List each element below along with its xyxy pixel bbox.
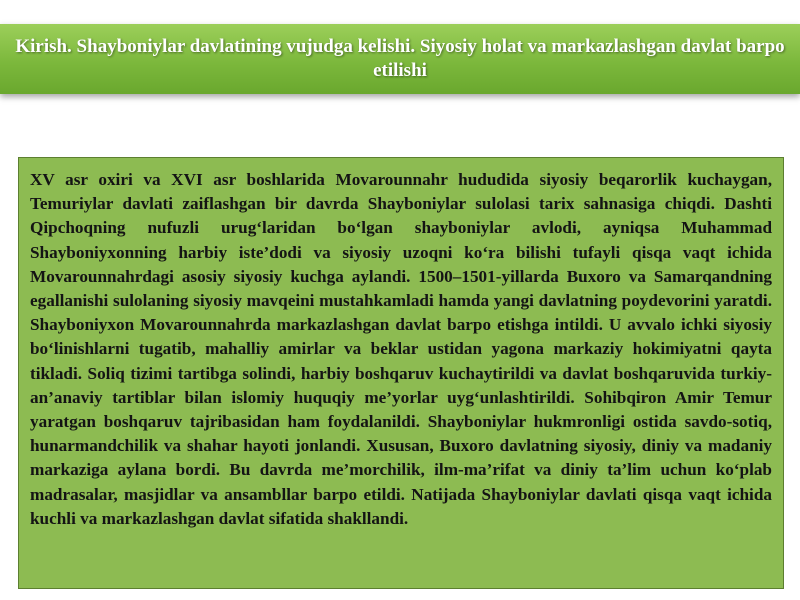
title-banner	[0, 24, 800, 94]
body-paragraph: XV asr oxiri va XVI asr boshlarida Movarounnahr hududida siyosiy beqarorlik kuchaygan, Temuriylar davlati zaiflashgan bir davrda Shayboniylar sulolasi tarix sahnasiga chiqdi. Dashti Qipchoqning nufuzli urug‘laridan bo‘lgan shayboniylar avlodi, ayniqsa Muhammad Shayboniyxonning harbiy iste’dodi va siyosiy uzoqni ko‘ra bilishi tufayli qisqa vaqt ichida Movarounnahrdagi asosiy siyosiy kuchga aylandi. 1500–1501-yillarda Buxoro va Samarqandning egallanishi sulolaning siyosiy mavqeini mustahkamladi hamda yangi davlatning poydevorini yaratdi. Shayboniyxon Movarounnahrda markazlashgan davlat barpo etishga intildi. U avvalo ichki siyosiy bo‘linishlarni tugatib, mahalliy amirlar va beklar ustidan yagona markaziy hokimiyatni qayta tikladi. Soliq tizimi tartibga solindi, harbiy boshqaruv kuchaytirildi va davlat boshqaruvida turkiy-an’anaviy tartiblar bilan islomiy huquqiy me’yorlar uyg‘unlashtirildi. Sohibqiron Amir Temur yaratgan boshqaruv tajribasidan ham foydalanildi. Shayboniylar hukmronligi ostida savdo-sotiq, hunarmandchilik va shahar hayoti jonlandi. Xususan, Buxoro davlatning siyosiy, diniy va madaniy markaziga aylana bordi. Bu davrda me’morchilik, ilm-ma’rifat va diniy ta’lim uchun ko‘plab madrasalar, masjidlar va ansambllar barpo etildi. Natijada Shayboniylar davlati qisqa vaqt ichida kuchli va markazlashgan davlat sifatida shakllandi.	[30, 170, 772, 528]
slide-title: Kirish. Shayboniylar davlatining vujudga kelishi. Siyosiy holat va markazlashgan davlat barpo etilishi	[15, 36, 785, 81]
content-box	[18, 157, 784, 589]
